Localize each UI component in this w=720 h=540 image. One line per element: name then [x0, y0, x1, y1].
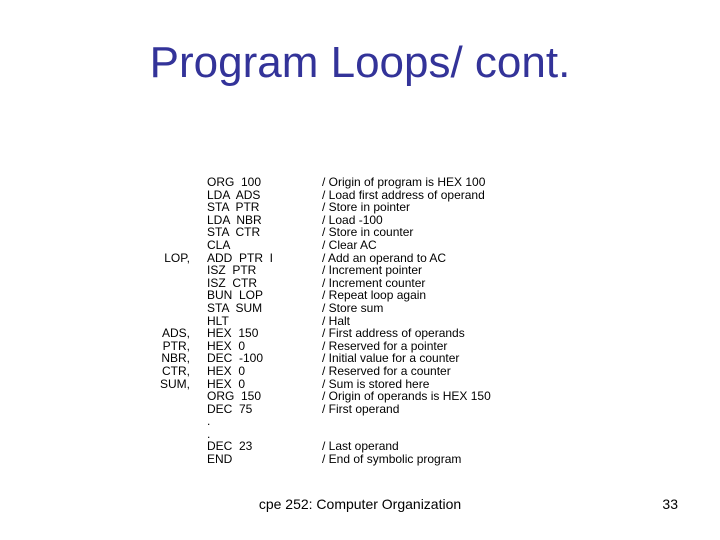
row-instruction: LDA ADS: [207, 187, 261, 202]
row-label: NBR,: [161, 351, 190, 366]
row-label: [140, 390, 190, 403]
row-label: [140, 302, 190, 315]
row-label: [140, 214, 190, 227]
row-instruction: HEX 150: [207, 326, 259, 341]
row-instruction: ORG 150: [207, 389, 262, 404]
row-comment: / Last operand: [322, 439, 399, 454]
row-instruction: ISZ CTR: [207, 275, 257, 290]
row-comment: / Store sum: [322, 300, 384, 315]
slide-title: Program Loops/ cont.: [149, 38, 571, 87]
row-comment: / Repeat loop again: [322, 288, 427, 303]
row-instruction: STA CTR: [207, 225, 261, 240]
row-comment: / Sum is stored here: [322, 376, 430, 391]
row-instruction: .: [207, 414, 211, 429]
row-comment: / Add an operand to AC: [322, 250, 447, 265]
row-instruction: STA SUM: [207, 300, 263, 315]
row-label: [140, 239, 190, 252]
row-comment: / Origin of program is HEX 100: [322, 175, 486, 189]
row-instruction: DEC 75: [207, 401, 253, 416]
row-instruction: HEX 0: [207, 363, 246, 378]
row-comment: [322, 415, 542, 428]
code-column: [207, 176, 307, 466]
row-label: [140, 289, 190, 302]
row-label: [140, 201, 190, 214]
row-instruction: CLA: [207, 237, 231, 252]
row-label: ADS,: [161, 326, 190, 341]
row-instruction: HEX 0: [207, 376, 246, 391]
row-instruction: DEC 23: [207, 439, 253, 454]
row-instruction: BUN LOP: [207, 288, 264, 303]
row-instruction: DEC -100: [207, 351, 264, 366]
row-comment: / Reserved for a counter: [322, 363, 451, 378]
row-comment: / Initial value for a counter: [322, 351, 460, 366]
row-label: [140, 226, 190, 239]
row-label: CTR,: [162, 363, 190, 378]
row-comment: / First operand: [322, 401, 400, 416]
row-comment: / Halt: [322, 313, 351, 328]
row-comment: / Load first address of operand: [322, 187, 485, 202]
page-number: 33: [662, 496, 678, 512]
row-instruction: LDA NBR: [207, 212, 262, 227]
row-instruction: HLT: [207, 313, 229, 328]
row-label: [140, 264, 190, 277]
row-instruction: ORG 100: [207, 175, 262, 189]
row-label: [140, 428, 190, 441]
row-label: [140, 403, 190, 416]
comment-column: [322, 176, 542, 466]
row-instruction: ISZ PTR: [207, 263, 257, 278]
row-instruction: END: [207, 452, 233, 467]
row-label: [140, 189, 190, 202]
row-comment: / Origin of operands is HEX 150: [322, 389, 491, 404]
row-comment: / Increment pointer: [322, 263, 423, 278]
row-label: [140, 453, 190, 466]
row-label: PTR,: [162, 338, 190, 353]
row-label: [140, 415, 190, 428]
row-instruction: HEX 0: [207, 338, 246, 353]
footer-course: cpe 252: Computer Organization: [258, 496, 462, 512]
row-label: LOP,: [164, 250, 190, 265]
row-label: [140, 277, 190, 290]
row-comment: / End of symbolic program: [322, 452, 462, 467]
label-column: [140, 176, 190, 466]
row-comment: / Increment counter: [322, 275, 426, 290]
row-comment: / Store in counter: [322, 225, 414, 240]
program-listing: [0, 176, 720, 476]
row-label: SUM,: [160, 376, 190, 391]
row-comment: / Clear AC: [322, 237, 377, 252]
row-label: [140, 176, 190, 189]
row-instruction: STA PTR: [207, 200, 260, 215]
row-comment: / Load -100: [322, 212, 383, 227]
row-comment: / Store in pointer: [322, 200, 411, 215]
row-label: [140, 440, 190, 453]
row-comment: / Reserved for a pointer: [322, 338, 448, 353]
row-instruction: .: [207, 426, 211, 441]
row-comment: / First address of operands: [322, 326, 465, 341]
row-instruction: ADD PTR I: [207, 250, 274, 265]
